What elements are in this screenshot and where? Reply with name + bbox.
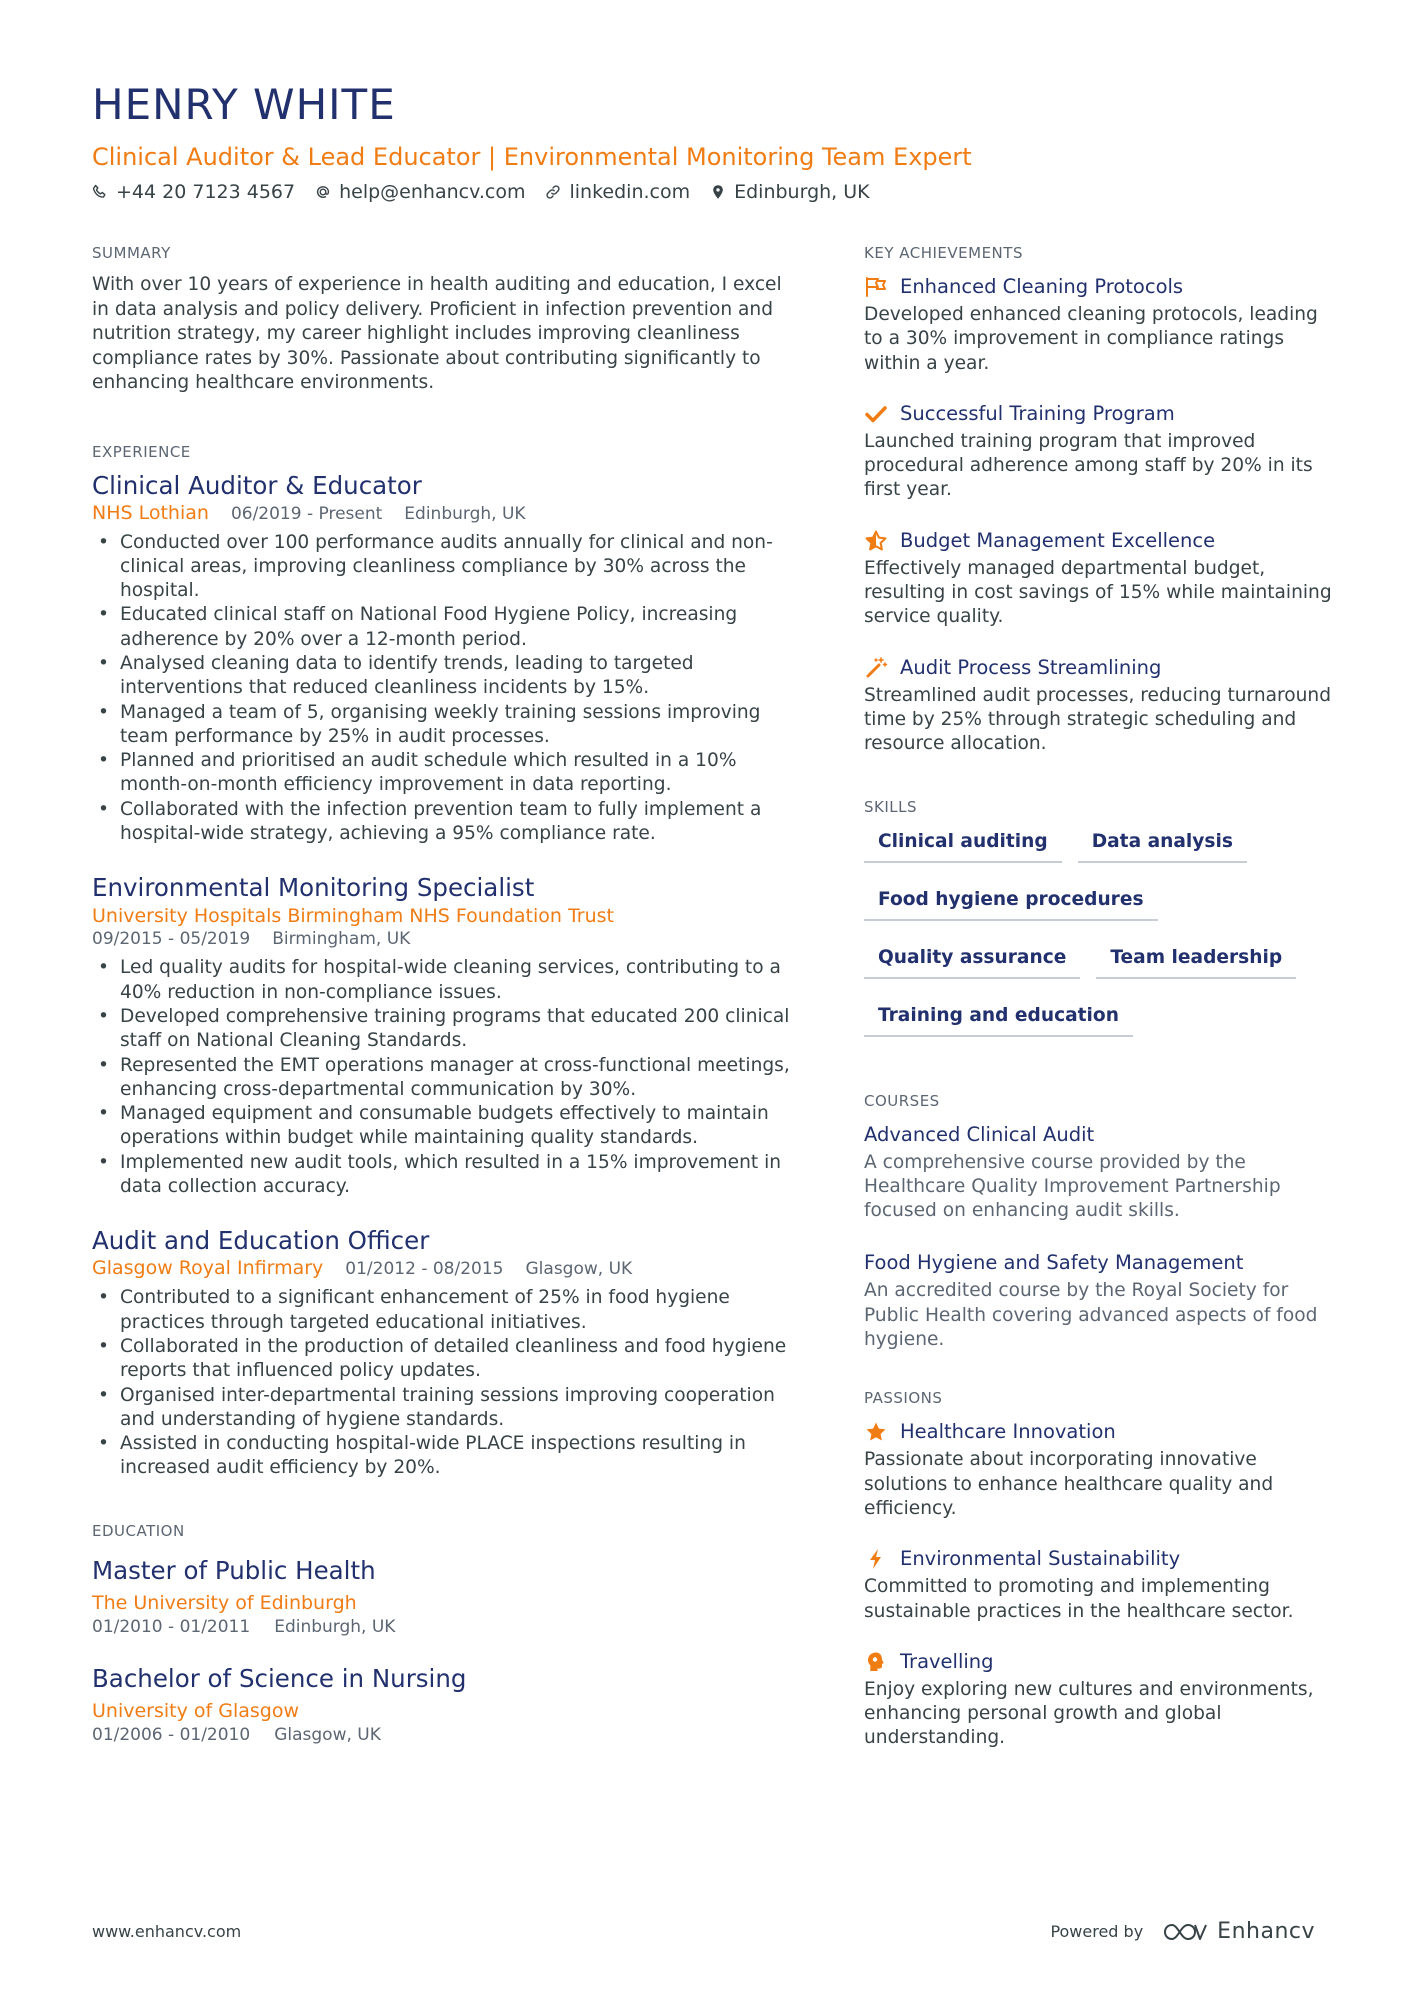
experience-section xyxy=(92,442,792,1481)
passion-header xyxy=(864,1648,1334,1676)
job-company: University Hospitals Birmingham NHS Foundation Trust xyxy=(92,905,614,928)
bullet-item: • Analysed cleaning data to identify trends, leading to targeted interventions that reduced cleanliness incidents by 15%. xyxy=(92,652,792,701)
job-bullets xyxy=(92,956,792,1199)
powered-by-label: Powered by xyxy=(1050,1922,1144,1941)
job-location: Edinburgh, UK xyxy=(404,503,526,524)
skill-tag: Food hygiene procedures xyxy=(864,883,1158,921)
contact-email[interactable] xyxy=(315,179,525,205)
magic-wand-icon xyxy=(864,656,888,680)
at-icon xyxy=(315,184,331,200)
bullet-item: • Organised inter-departmental training sessions improving cooperation and understanding of hygiene standards. xyxy=(92,1384,792,1433)
bullet-item: • Conducted over 100 performance audits annually for clinical and non-clinical areas, improving cleanliness compliance by 30% across the hospital. xyxy=(92,531,792,604)
bullet-item: • Managed a team of 5, organising weekly training sessions improving team performance by 25% in audit processes. xyxy=(92,701,792,750)
job-bullets xyxy=(92,1286,792,1480)
achievement-header xyxy=(864,400,1334,428)
contact-phone xyxy=(92,179,295,205)
achievement-header xyxy=(864,654,1334,682)
achievement-item xyxy=(864,273,1334,376)
achievement-desc: Streamlined audit processes, reducing turnaround time by 25% through strategic scheduling and resource allocation. xyxy=(864,684,1331,755)
education-item xyxy=(92,1555,792,1639)
experience-item xyxy=(92,872,792,1199)
course-desc: An accredited course by the Royal Society for Public Health covering advanced aspects of food hygiene. xyxy=(864,1280,1318,1351)
achievement-title: Enhanced Cleaning Protocols xyxy=(900,275,1184,298)
bolt-icon xyxy=(864,1547,888,1571)
passions-section xyxy=(864,1388,1334,1750)
skill-tag: Clinical auditing xyxy=(864,825,1062,863)
course-item xyxy=(864,1249,1334,1352)
experience-item xyxy=(92,470,792,847)
skills-list xyxy=(864,825,1334,1037)
achievement-header xyxy=(864,273,1334,301)
course-title: Advanced Clinical Audit xyxy=(864,1122,1095,1146)
job-dates: 06/2019 - Present xyxy=(230,503,383,524)
passion-header xyxy=(864,1418,1334,1446)
education-title: EDUCATION xyxy=(92,1521,185,1540)
location-text: Edinburgh, UK xyxy=(734,181,870,203)
education-item xyxy=(92,1663,792,1747)
job-bullets xyxy=(92,531,792,847)
contact-bar xyxy=(92,179,1322,205)
candidate-name: HENRY WHITE xyxy=(92,80,396,129)
achievement-desc: Effectively managed departmental budget, resulting in cost savings of 15% while maintaining service quality. xyxy=(864,557,1332,628)
education-location: Glasgow, UK xyxy=(274,1724,381,1745)
passion-desc: Passionate about incorporating innovative solutions to enhance healthcare quality and efficiency. xyxy=(864,1449,1274,1519)
achievement-desc: Developed enhanced cleaning protocols, leading to a 30% improvement in compliance ratings within a year. xyxy=(864,304,1318,374)
education-dates: 01/2010 - 01/2011 xyxy=(92,1616,251,1637)
bullet-item: • Contributed to a significant enhancement of 25% in food hygiene practices through targeted educational initiatives. xyxy=(92,1286,792,1335)
passion-desc: Enjoy exploring new cultures and environments, enhancing personal growth and global understanding. xyxy=(864,1678,1314,1749)
school-name: The University of Edinburgh xyxy=(92,1591,357,1614)
page-footer xyxy=(92,1919,1315,1944)
achievement-item xyxy=(864,654,1334,757)
skills-section xyxy=(864,797,1334,1037)
email-text: help@enhancv.com xyxy=(339,181,526,203)
bullet-item: • Represented the EMT operations manager at cross-functional meetings, enhancing cross-departmental communication by 30%. xyxy=(92,1054,792,1103)
job-location: Birmingham, UK xyxy=(272,929,411,950)
linkedin-text: linkedin.com xyxy=(569,181,691,203)
achievements-section xyxy=(864,243,1334,757)
job-meta xyxy=(92,928,792,950)
bullet-item: • Developed comprehensive training programs that educated 200 clinical staff on National Cleaning Standards. xyxy=(92,1005,792,1054)
summary-text: With over 10 years of experience in health auditing and education, I excel in data analysis and policy delivery. Proficient in infection prevention and nutrition strategy, my career highlight includes improving cleanliness compliance rates by 30%. Passionate about contributing significantly to enhancing healthcare environments. xyxy=(92,274,782,393)
achievements-title: KEY ACHIEVEMENTS xyxy=(864,244,1023,262)
job-dates: 01/2012 - 08/2015 xyxy=(345,1259,504,1280)
bullet-item: • Implemented new audit tools, which resulted in a 15% improvement in data collection accuracy. xyxy=(92,1151,792,1200)
star-icon xyxy=(864,1420,888,1444)
star-half-icon xyxy=(864,529,888,553)
degree-title: Bachelor of Science in Nursing xyxy=(92,1663,467,1693)
brand-name: Enhancv xyxy=(1217,1919,1315,1944)
headline: Clinical Auditor & Lead Educator | Environmental Monitoring Team Expert xyxy=(92,143,972,171)
brand-logo[interactable] xyxy=(1161,1919,1315,1944)
passion-item xyxy=(864,1545,1334,1624)
courses-section xyxy=(864,1091,1334,1353)
check-icon xyxy=(864,402,888,426)
footer-url[interactable]: www.enhancv.com xyxy=(92,1922,242,1941)
phone-text: +44 20 7123 4567 xyxy=(116,181,296,203)
skill-tag: Data analysis xyxy=(1078,825,1247,863)
flag-icon xyxy=(864,275,888,299)
bullet-item: • Led quality audits for hospital-wide cleaning services, contributing to a 40% reduction in non-compliance issues. xyxy=(92,956,792,1005)
bullet-item: • Managed equipment and consumable budgets effectively to maintain operations within budget while maintaining quality standards. xyxy=(92,1102,792,1151)
skills-title: SKILLS xyxy=(864,797,918,816)
job-title: Clinical Auditor & Educator xyxy=(92,470,422,500)
summary-title: SUMMARY xyxy=(92,244,171,262)
achievement-item xyxy=(864,400,1334,503)
course-desc: A comprehensive course provided by the Healthcare Quality Improvement Partnership focused on enhancing audit skills. xyxy=(864,1151,1281,1222)
achievement-title: Successful Training Program xyxy=(900,401,1175,425)
achievement-desc: Launched training program that improved procedural adherence among staff by 20% in its first year. xyxy=(864,430,1313,501)
resume-header xyxy=(92,80,1322,205)
course-title: Food Hygiene and Safety Management xyxy=(864,1251,1244,1275)
passion-title: Environmental Sustainability xyxy=(900,1547,1181,1571)
skill-tag: Training and education xyxy=(864,999,1133,1037)
achievement-title: Audit Process Streamlining xyxy=(900,655,1162,679)
right-column xyxy=(864,243,1334,1797)
achievement-item xyxy=(864,527,1334,630)
job-meta xyxy=(92,502,792,525)
passion-title: Travelling xyxy=(900,1649,994,1673)
skill-tag: Quality assurance xyxy=(864,941,1080,979)
bullet-item: • Collaborated in the production of detailed cleanliness and food hygiene reports that influenced policy updates. xyxy=(92,1335,792,1384)
bullet-item: • Educated clinical staff on National Food Hygiene Policy, increasing adherence by 20% over a 12-month period. xyxy=(92,603,792,652)
achievement-header xyxy=(864,527,1334,555)
bullet-item: • Planned and prioritised an audit schedule which resulted in a 10% month-on-month efficiency improvement in data reporting. xyxy=(92,749,792,798)
courses-title: COURSES xyxy=(864,1091,940,1110)
job-title: Audit and Education Officer xyxy=(92,1226,430,1256)
location-pin-icon xyxy=(710,184,726,200)
head-icon xyxy=(864,1650,888,1674)
left-column xyxy=(92,243,792,1793)
contact-linkedin[interactable] xyxy=(545,179,690,205)
passion-desc: Committed to promoting and implementing sustainable practices in the healthcare sector. xyxy=(864,1576,1294,1622)
job-title: Environmental Monitoring Specialist xyxy=(92,873,535,903)
skill-tag: Team leadership xyxy=(1096,941,1296,979)
enhancv-logo-icon xyxy=(1161,1920,1209,1944)
contact-location xyxy=(710,179,870,205)
passions-title: PASSIONS xyxy=(864,1389,943,1408)
passion-header xyxy=(864,1545,1334,1573)
school-name: University of Glasgow xyxy=(92,1699,300,1722)
achievement-title: Budget Management Excellence xyxy=(900,528,1216,552)
powered-by xyxy=(1050,1919,1315,1944)
degree-title: Master of Public Health xyxy=(92,1555,376,1585)
summary-section xyxy=(92,243,792,396)
passion-item xyxy=(864,1418,1334,1521)
passion-item xyxy=(864,1648,1334,1751)
education-dates: 01/2006 - 01/2010 xyxy=(92,1724,251,1745)
education-location: Edinburgh, UK xyxy=(274,1616,396,1637)
education-section xyxy=(92,1521,792,1747)
job-company: Glasgow Royal Infirmary xyxy=(92,1257,324,1280)
phone-icon xyxy=(92,184,108,200)
job-company: NHS Lothian xyxy=(92,501,209,524)
job-dates: 09/2015 - 05/2019 xyxy=(92,929,251,950)
job-meta xyxy=(92,1257,792,1280)
education-meta xyxy=(92,1723,792,1747)
education-meta xyxy=(92,1615,792,1639)
passion-title: Healthcare Innovation xyxy=(900,1420,1116,1444)
course-item xyxy=(864,1121,1334,1224)
link-icon xyxy=(545,184,561,200)
bullet-item: • Assisted in conducting hospital-wide PLACE inspections resulting in increased audit efficiency by 20%. xyxy=(92,1432,792,1481)
bullet-item: • Collaborated with the infection prevention team to fully implement a hospital-wide strategy, achieving a 95% compliance rate. xyxy=(92,798,792,847)
experience-item xyxy=(92,1225,792,1480)
experience-title: EXPERIENCE xyxy=(92,442,191,461)
job-location: Glasgow, UK xyxy=(525,1259,633,1280)
